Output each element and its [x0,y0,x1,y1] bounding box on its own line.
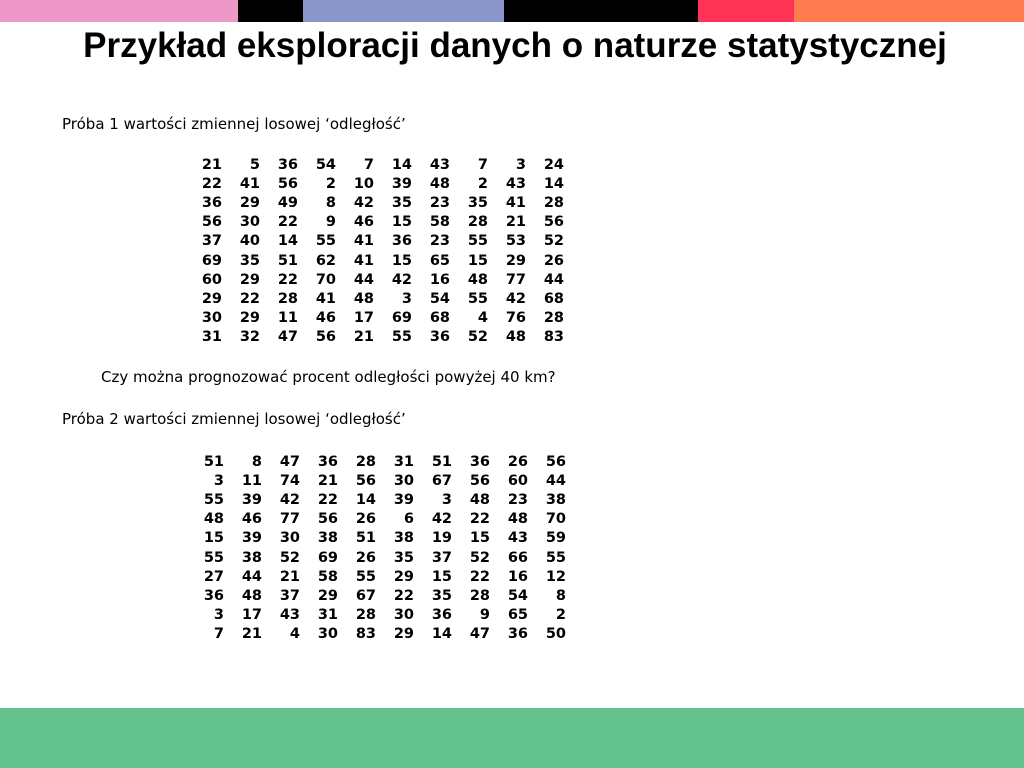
table-cell: 55 [391,328,412,345]
table-cell: 52 [543,233,564,250]
table-cell: 36 [277,157,298,174]
table-cell: 21 [505,214,526,231]
table-cell: 36 [429,328,450,345]
table-cell: 36 [431,606,452,623]
table-cell: 12 [545,568,566,585]
table-cell: 15 [431,568,452,585]
table-cell: 2 [325,176,336,193]
top-bar-segment-lavender [303,0,504,22]
table-cell: 21 [317,473,338,490]
table-cell: 48 [429,176,450,193]
table-cell: 41 [505,195,526,212]
table-cell: 8 [325,195,336,212]
table-cell: 23 [429,195,450,212]
table-cell: 38 [545,492,566,509]
table-cell: 67 [431,473,452,490]
table-cell: 30 [279,530,300,547]
table-cell: 43 [507,530,528,547]
top-bar-segment-black [238,0,303,22]
table-cell: 15 [391,252,412,269]
table-cell: 43 [279,606,300,623]
table-cell: 42 [505,290,526,307]
table-cell: 55 [355,568,376,585]
table-cell: 29 [239,309,260,326]
table-cell: 69 [201,252,222,269]
table-cell: 51 [431,454,452,471]
table-cell: 3 [213,473,224,490]
table-cell: 22 [277,214,298,231]
table-cell: 47 [277,328,298,345]
table-cell: 21 [353,328,374,345]
table-cell: 62 [315,252,336,269]
table-cell: 16 [429,271,450,288]
table-cell: 29 [505,252,526,269]
table-cell: 60 [507,473,528,490]
table-cell: 54 [429,290,450,307]
table-cell: 41 [239,176,260,193]
table-cell: 39 [393,492,414,509]
table-cell: 3 [213,606,224,623]
table-cell: 14 [431,625,452,642]
table-cell: 48 [467,271,488,288]
table-cell: 48 [353,290,374,307]
table-cell: 10 [353,176,374,193]
table-cell: 39 [241,530,262,547]
table-cell: 55 [203,492,224,509]
table-cell: 52 [279,549,300,566]
table-cell: 68 [543,290,564,307]
table-cell: 68 [429,309,450,326]
sample-1-caption: Próba 1 wartości zmiennej losowej ‘odległość’ [62,115,406,133]
table-cell: 4 [289,625,300,642]
table-cell: 21 [201,157,222,174]
table-cell: 36 [469,454,490,471]
table-cell: 44 [241,568,262,585]
table-cell: 9 [325,214,336,231]
table-cell: 56 [355,473,376,490]
table-cell: 15 [469,530,490,547]
table-cell: 47 [279,454,300,471]
table-cell: 65 [507,606,528,623]
table-cell: 22 [239,290,260,307]
table-cell: 14 [391,157,412,174]
table-cell: 70 [545,511,566,528]
table-cell: 28 [543,309,564,326]
table-cell: 55 [467,290,488,307]
table-cell: 48 [241,587,262,604]
table-cell: 28 [543,195,564,212]
table-cell: 56 [545,454,566,471]
table-cell: 16 [507,568,528,585]
table-cell: 44 [545,473,566,490]
table-cell: 53 [505,233,526,250]
table-cell: 38 [393,530,414,547]
table-cell: 3 [401,290,412,307]
table-cell: 46 [241,511,262,528]
bottom-color-bar [0,708,1024,768]
table-cell: 28 [277,290,298,307]
table-cell: 23 [507,492,528,509]
table-cell: 3 [515,157,526,174]
table-cell: 14 [355,492,376,509]
table-cell: 46 [353,214,374,231]
table-cell: 28 [467,214,488,231]
table-cell: 35 [391,195,412,212]
table-cell: 55 [203,549,224,566]
table-cell: 21 [279,568,300,585]
table-row [186,568,566,587]
table-cell: 38 [317,530,338,547]
sample-1-table [184,156,564,347]
table-cell: 55 [545,549,566,566]
table-cell: 51 [203,454,224,471]
table-cell: 48 [505,328,526,345]
table-cell: 26 [355,511,376,528]
table-cell: 28 [355,454,376,471]
table-row [186,587,566,606]
table-cell: 52 [467,328,488,345]
table-cell: 41 [353,233,374,250]
table-cell: 49 [277,195,298,212]
table-row [186,453,566,472]
table-cell: 54 [315,157,336,174]
question-text: Czy można prognozować procent odległości powyżej 40 km? [101,368,556,386]
table-cell: 36 [391,233,412,250]
table-cell: 41 [315,290,336,307]
table-row [184,156,564,175]
table-cell: 48 [507,511,528,528]
table-row [186,606,566,625]
table-cell: 11 [241,473,262,490]
table-cell: 43 [429,157,450,174]
table-cell: 14 [277,233,298,250]
table-cell: 66 [507,549,528,566]
table-cell: 8 [251,454,262,471]
table-cell: 30 [393,606,414,623]
table-cell: 38 [241,549,262,566]
table-cell: 22 [393,587,414,604]
table-cell: 36 [201,195,222,212]
table-cell: 15 [391,214,412,231]
table-cell: 43 [505,176,526,193]
table-cell: 11 [277,309,298,326]
table-cell: 47 [469,625,490,642]
table-cell: 22 [469,568,490,585]
slide-title: Przykład eksploracji danych o naturze statystycznej [83,26,947,65]
table-cell: 41 [353,252,374,269]
table-cell: 23 [429,233,450,250]
table-cell: 83 [543,328,564,345]
table-cell: 3 [441,492,452,509]
table-cell: 9 [479,606,490,623]
table-cell: 44 [543,271,564,288]
table-cell: 15 [203,530,224,547]
table-cell: 56 [543,214,564,231]
table-cell: 50 [545,625,566,642]
table-cell: 35 [393,549,414,566]
table-cell: 21 [241,625,262,642]
table-cell: 56 [317,511,338,528]
table-cell: 39 [391,176,412,193]
table-cell: 55 [467,233,488,250]
table-cell: 35 [431,587,452,604]
table-cell: 56 [201,214,222,231]
table-cell: 74 [279,473,300,490]
table-row [184,232,564,251]
table-cell: 22 [277,271,298,288]
table-cell: 46 [315,309,336,326]
table-cell: 67 [355,587,376,604]
table-cell: 24 [543,157,564,174]
table-cell: 6 [403,511,414,528]
table-cell: 40 [239,233,260,250]
table-cell: 76 [505,309,526,326]
table-cell: 58 [429,214,450,231]
table-cell: 31 [317,606,338,623]
table-row [184,213,564,232]
table-cell: 29 [239,195,260,212]
table-cell: 32 [239,328,260,345]
table-row [184,194,564,213]
table-cell: 39 [241,492,262,509]
table-cell: 30 [239,214,260,231]
table-cell: 29 [393,568,414,585]
table-row [184,271,564,290]
table-cell: 31 [201,328,222,345]
table-cell: 30 [317,625,338,642]
table-cell: 31 [393,454,414,471]
table-row [184,290,564,309]
table-cell: 27 [203,568,224,585]
table-cell: 36 [317,454,338,471]
table-row [186,625,566,644]
table-cell: 17 [241,606,262,623]
table-row [186,548,566,567]
table-cell: 70 [315,271,336,288]
table-cell: 51 [277,252,298,269]
table-cell: 37 [431,549,452,566]
table-row [186,491,566,510]
table-cell: 28 [469,587,490,604]
table-cell: 60 [201,271,222,288]
table-cell: 42 [391,271,412,288]
table-cell: 69 [391,309,412,326]
sample-2-table [186,453,566,644]
table-cell: 30 [201,309,222,326]
table-row [184,251,564,270]
table-cell: 48 [469,492,490,509]
table-cell: 48 [203,511,224,528]
table-cell: 17 [353,309,374,326]
table-cell: 36 [507,625,528,642]
table-cell: 2 [555,606,566,623]
table-row [184,175,564,194]
table-cell: 14 [543,176,564,193]
table-cell: 7 [213,625,224,642]
top-bar-segment-pink [0,0,238,22]
table-cell: 52 [469,549,490,566]
table-cell: 19 [431,530,452,547]
table-row [186,510,566,529]
table-cell: 58 [317,568,338,585]
table-cell: 26 [507,454,528,471]
table-cell: 77 [505,271,526,288]
table-cell: 59 [545,530,566,547]
table-cell: 54 [507,587,528,604]
table-cell: 7 [363,157,374,174]
table-cell: 26 [355,549,376,566]
table-cell: 2 [477,176,488,193]
table-cell: 22 [201,176,222,193]
table-cell: 29 [239,271,260,288]
top-bar-segment-black [504,0,698,22]
table-cell: 56 [277,176,298,193]
table-cell: 55 [315,233,336,250]
table-cell: 42 [431,511,452,528]
table-cell: 36 [203,587,224,604]
table-row [184,309,564,328]
table-cell: 15 [467,252,488,269]
sample-2-caption: Próba 2 wartości zmiennej losowej ‘odległość’ [62,410,406,428]
table-cell: 30 [393,473,414,490]
table-cell: 26 [543,252,564,269]
table-cell: 56 [469,473,490,490]
table-cell: 42 [279,492,300,509]
table-cell: 7 [477,157,488,174]
table-cell: 42 [353,195,374,212]
top-color-bar [0,0,1024,22]
table-cell: 56 [315,328,336,345]
table-cell: 22 [469,511,490,528]
top-bar-segment-red [698,0,794,22]
table-cell: 29 [201,290,222,307]
table-cell: 29 [393,625,414,642]
top-bar-segment-orange [794,0,1024,22]
table-cell: 37 [279,587,300,604]
table-row [186,472,566,491]
table-cell: 69 [317,549,338,566]
table-cell: 5 [249,157,260,174]
table-cell: 77 [279,511,300,528]
table-cell: 29 [317,587,338,604]
table-cell: 4 [477,309,488,326]
table-row [186,529,566,548]
table-cell: 35 [467,195,488,212]
table-cell: 65 [429,252,450,269]
table-cell: 35 [239,252,260,269]
table-cell: 22 [317,492,338,509]
table-cell: 28 [355,606,376,623]
table-cell: 37 [201,233,222,250]
table-cell: 51 [355,530,376,547]
table-row [184,328,564,347]
table-cell: 83 [355,625,376,642]
table-cell: 44 [353,271,374,288]
table-cell: 8 [555,587,566,604]
